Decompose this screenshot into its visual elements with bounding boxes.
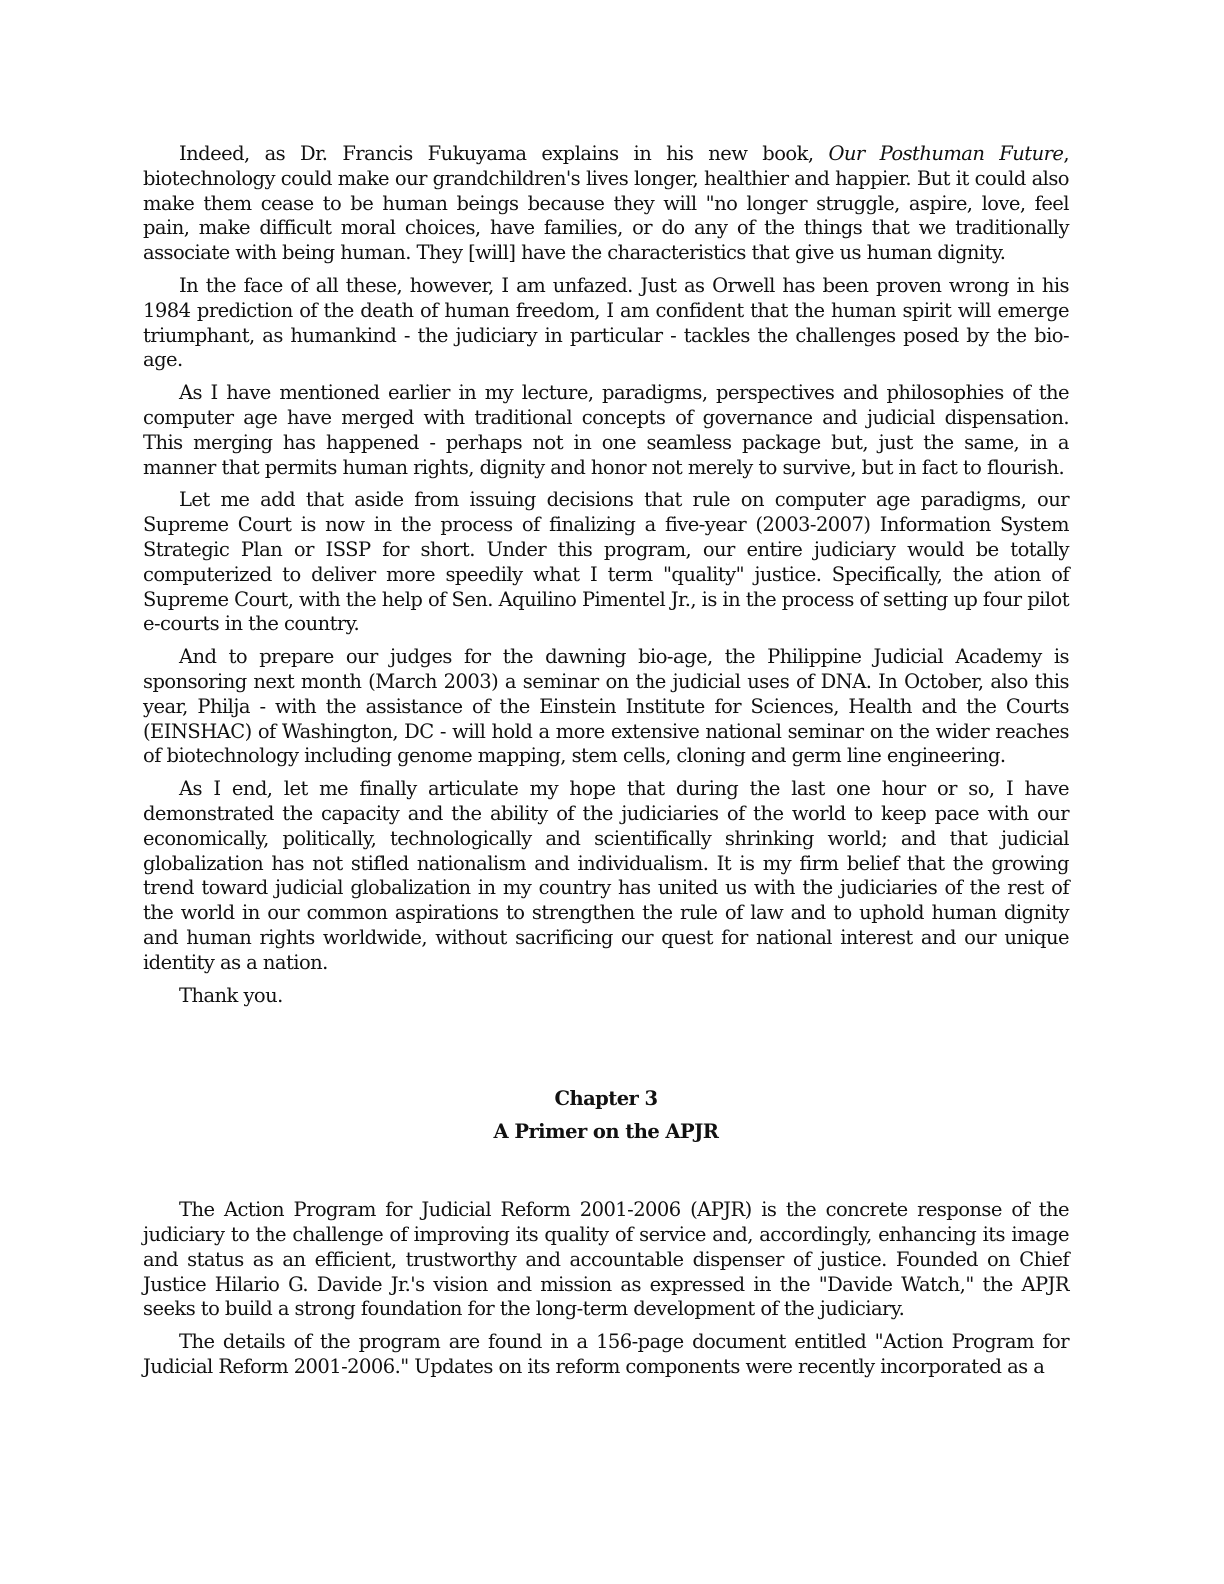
paragraph-apjr-details: The details of the program are found in a 156-page document entitled "Action Program for Judicial Reform 2001-2006." Updates on its reform components were recently incorporated as a	[143, 1330, 1069, 1379]
chapter-title: A Primer on the APJR	[493, 1120, 719, 1144]
paragraph-issp: Let me add that aside from issuing decisions that rule on computer age paradigms, our Supreme Court is now in the process of finalizing a five-year (2003-2007) Information System Strategic Plan or ISSP for short. Under this program, our entire judiciary would be totally computerized to deliver more speedily what I term "quality" justice. Specifically, the ation of Supreme Court, with the help of Sen. Aquilino Pimentel Jr., is in the process of setting up four pilot e-courts in the country.	[143, 488, 1069, 636]
paragraph-fukuyama-intro: Indeed, as Dr. Francis Fukuyama explains in his new book,	[179, 142, 829, 165]
paragraph-computer-age: As I have mentioned earlier in my lecture, paradigms, perspectives and philosophies of the computer age have merged with traditional concepts of governance and judicial dispensation. This merging has happened - perhaps not in one seamless package but, just the same, in a manner that permits human rights, dignity and honor not merely to survive, but in fact to flourish.	[143, 381, 1069, 479]
paragraph-apjr-intro: The Action Program for Judicial Reform 2001-2006 (APJR) is the concrete response of the judiciary to the challenge of improving its quality of service and, accordingly, enhancing its image and status as an efficient, trustworthy and accountable dispenser of justice. Founded on Chief Justice Hilario G. Davide Jr.'s vision and mission as expressed in the "Davide Watch," the APJR seeks to build a strong foundation for the long-term development of the judiciary.	[143, 1198, 1069, 1321]
chapter-number: Chapter 3	[554, 1087, 658, 1111]
chapter-heading	[143, 1082, 1069, 1148]
paragraph-orwell: In the face of all these, however, I am unfazed. Just as Orwell has been proven wrong in his 1984 prediction of the death of human freedom, I am confident that the human spirit will emerge triumphant, as humankind - the judiciary in particular - tackles the challenges posed by the bio-age.	[143, 273, 1069, 372]
document-page	[143, 142, 1069, 1388]
paragraph-fukuyama-body: , biotechnology could make our grandchildren's lives longer, healthier and happier. But it could also make them cease to be human beings because they will "no longer struggle, aspire, love, feel pain, make difficult moral choices, have families, or do any of the things that we traditionally associate with being human. They [will] have the characteristics that give us human dignity.	[143, 142, 1069, 265]
paragraph-fukuyama	[143, 142, 1069, 266]
book-title: Our Posthuman Future	[828, 142, 1064, 165]
thank-you-line: Thank you.	[179, 983, 283, 1007]
paragraph-closing: As I end, let me finally articulate my hope that during the last one hour or so, I have demonstrated the capacity and the ability of the judiciaries of the world to keep pace with our economically, politically, technologically and scientifically shrinking world; and that judicial globalization has not stifled nationalism and individualism. It is my firm belief that the growing trend toward judicial globalization in my country has united us with the judiciaries of the rest of the world in our common aspirations to strengthen the rule of law and to uphold human dignity and human rights worldwide, without sacrificing our quest for national interest and our unique identity as a nation.	[143, 777, 1069, 974]
paragraph-bio-age-seminar: And to prepare our judges for the dawning bio-age, the Philippine Judicial Academy is sponsoring next month (March 2003) a seminar on the judicial uses of DNA. In October, also this year, Philja - with the assistance of the Einstein Institute for Sciences, Health and the Courts (EINSHAC) of Washington, DC - will hold a more extensive national seminar on the wider reaches of biotechnology including genome mapping, stem cells, cloning and germ line engineering.	[143, 645, 1069, 768]
